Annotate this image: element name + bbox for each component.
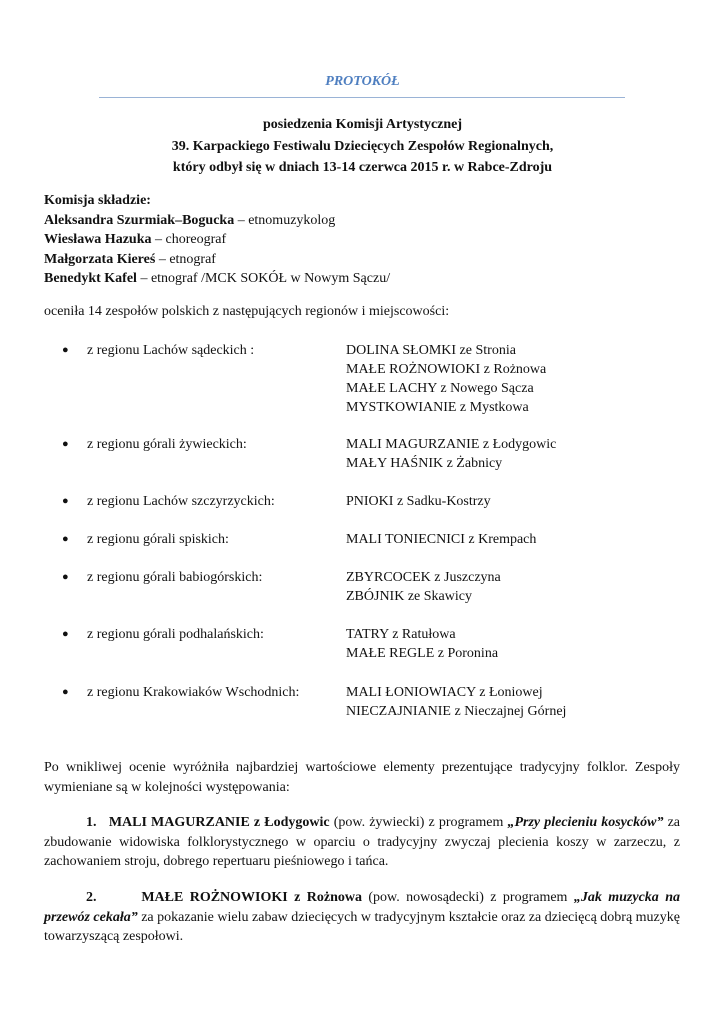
ensemble-name: MYSTKOWIANIE z Mystkowa [346, 400, 529, 415]
bullet-icon: ● [62, 344, 69, 356]
ensemble-list [346, 492, 491, 511]
ensemble-name: MALI ŁONIOWIACY z Łoniowej [346, 685, 543, 700]
ensemble-name: PNIOKI z Sadku-Kostrzy [346, 494, 491, 509]
committee-label: Komisja składzie: [44, 193, 151, 208]
ensemble-name: MAŁE LACHY z Nowego Sącza [346, 381, 534, 396]
member-name: Aleksandra Szurmiak–Bogucka [44, 212, 235, 228]
member-name: Benedykt Kafel [44, 271, 137, 286]
ensemble-list [346, 625, 498, 663]
ensemble-name: NIECZAJNIANIE z Nieczajnej Górnej [346, 704, 567, 719]
award-text: za pokazanie wielu zabaw dziecięcych w tradycyjnym kształcie oraz za dziecięcą dobrą muzykę towarzyszącą zespołowi. [44, 909, 680, 944]
region-label: z regionu górali babiogórskich: [87, 570, 263, 585]
award-program: „Przy plecieniu kosycków” [507, 815, 664, 830]
award-paragraph [44, 813, 680, 872]
award-text: (pow. żywiecki) z programem [329, 815, 508, 830]
ensemble-list [346, 341, 546, 417]
ensemble-list [346, 568, 501, 606]
member-role: – etnograf [155, 251, 216, 267]
region-label: z regionu górali spiskich: [87, 532, 229, 547]
ensemble-name: MAŁE REGLE z Poronina [346, 646, 499, 661]
ensemble-name: MALI MAGURZANIE z Łodygowic [346, 437, 557, 452]
region-label: z regionu górali podhalańskich: [87, 627, 264, 642]
committee-section [44, 191, 684, 289]
ensemble-name: ZBÓJNIK ze Skawicy [346, 589, 472, 604]
bullet-icon: ● [62, 571, 69, 583]
ensemble-name: MAŁE ROŻNOWIOKI z Rożnowa [346, 362, 547, 377]
title-underline [99, 97, 625, 98]
member-role: – etnomuzykolog [234, 212, 336, 228]
award-program: „Jak muzycka na przewóz cekała” [44, 890, 680, 925]
award-paragraph [44, 888, 680, 947]
ensemble-name: MAŁY HAŚNIK z Żabnicy [346, 456, 503, 471]
award-number: 2. [86, 890, 97, 905]
member-role: – choreograf [151, 232, 227, 247]
document-title: PROTOKÓŁ [325, 74, 400, 89]
ensemble-list [346, 435, 556, 473]
ensemble-name: TATRY z Ratułowa [346, 627, 456, 642]
region-label: z regionu Lachów szczyrzyckich: [87, 494, 275, 509]
bullet-icon: ● [62, 438, 69, 450]
heading-line: który odbył się w dniach 13-14 czerwca 2015 r. w Rabce-Zdroju [172, 160, 553, 175]
ensemble-name: ZBYRCOCEK z Juszczyna [346, 570, 501, 585]
region-label: z regionu Krakowiaków Wschodnich: [87, 685, 300, 700]
committee-member [44, 230, 684, 250]
bullet-icon: ● [62, 628, 69, 640]
ensemble-name: MALI TONIECNICI z Krempach [346, 532, 537, 547]
heading-line: 39. Karpackiego Festiwalu Dziecięcych Zespołów Regionalnych, [171, 138, 554, 154]
member-name: Wiesława Hazuka [44, 232, 152, 247]
bullet-icon: ● [62, 533, 69, 545]
committee-member [44, 250, 684, 270]
committee-member [44, 211, 684, 231]
document-heading [0, 114, 725, 179]
ensemble-list [346, 683, 566, 721]
intro-text: oceniła 14 zespołów polskich z następujących regionów i miejscowości: [44, 304, 450, 319]
region-label: z regionu górali żywieckich: [87, 437, 247, 452]
bullet-icon: ● [62, 495, 69, 507]
ensemble-name: DOLINA SŁOMKI ze Stronia [346, 343, 516, 358]
member-role: – etnograf /MCK SOKÓŁ w Nowym Sączu/ [136, 271, 391, 286]
ensemble-list [346, 530, 536, 549]
award-number: 1. [86, 815, 97, 830]
bullet-icon: ● [62, 686, 69, 698]
award-ensemble: MALI MAGURZANIE z Łodygowic [108, 815, 330, 830]
region-label: z regionu Lachów sądeckich : [87, 343, 255, 358]
summary-paragraph: Po wnikliwej ocenie wyróżniła najbardziej wartościowe elementy prezentujące tradycyjny folklor. Zespoły wymieniane są w kolejności występowania: [44, 760, 680, 795]
award-text: za zbudowanie widowiska folklorystycznego w oparciu o tradycyjny zwyczaj plecienia koszy w zarzeczu, z zachowaniem stroju, dobrego repertuaru pieśniowego i tańca. [44, 815, 680, 869]
committee-member [44, 269, 684, 289]
member-name: Małgorzata Kiereś [44, 251, 156, 267]
award-text: (pow. nowosądecki) z programem [361, 890, 574, 905]
heading-line: posiedzenia Komisji Artystycznej [262, 117, 463, 132]
award-ensemble: MAŁE ROŻNOWIOKI z Rożnowa [141, 890, 362, 905]
